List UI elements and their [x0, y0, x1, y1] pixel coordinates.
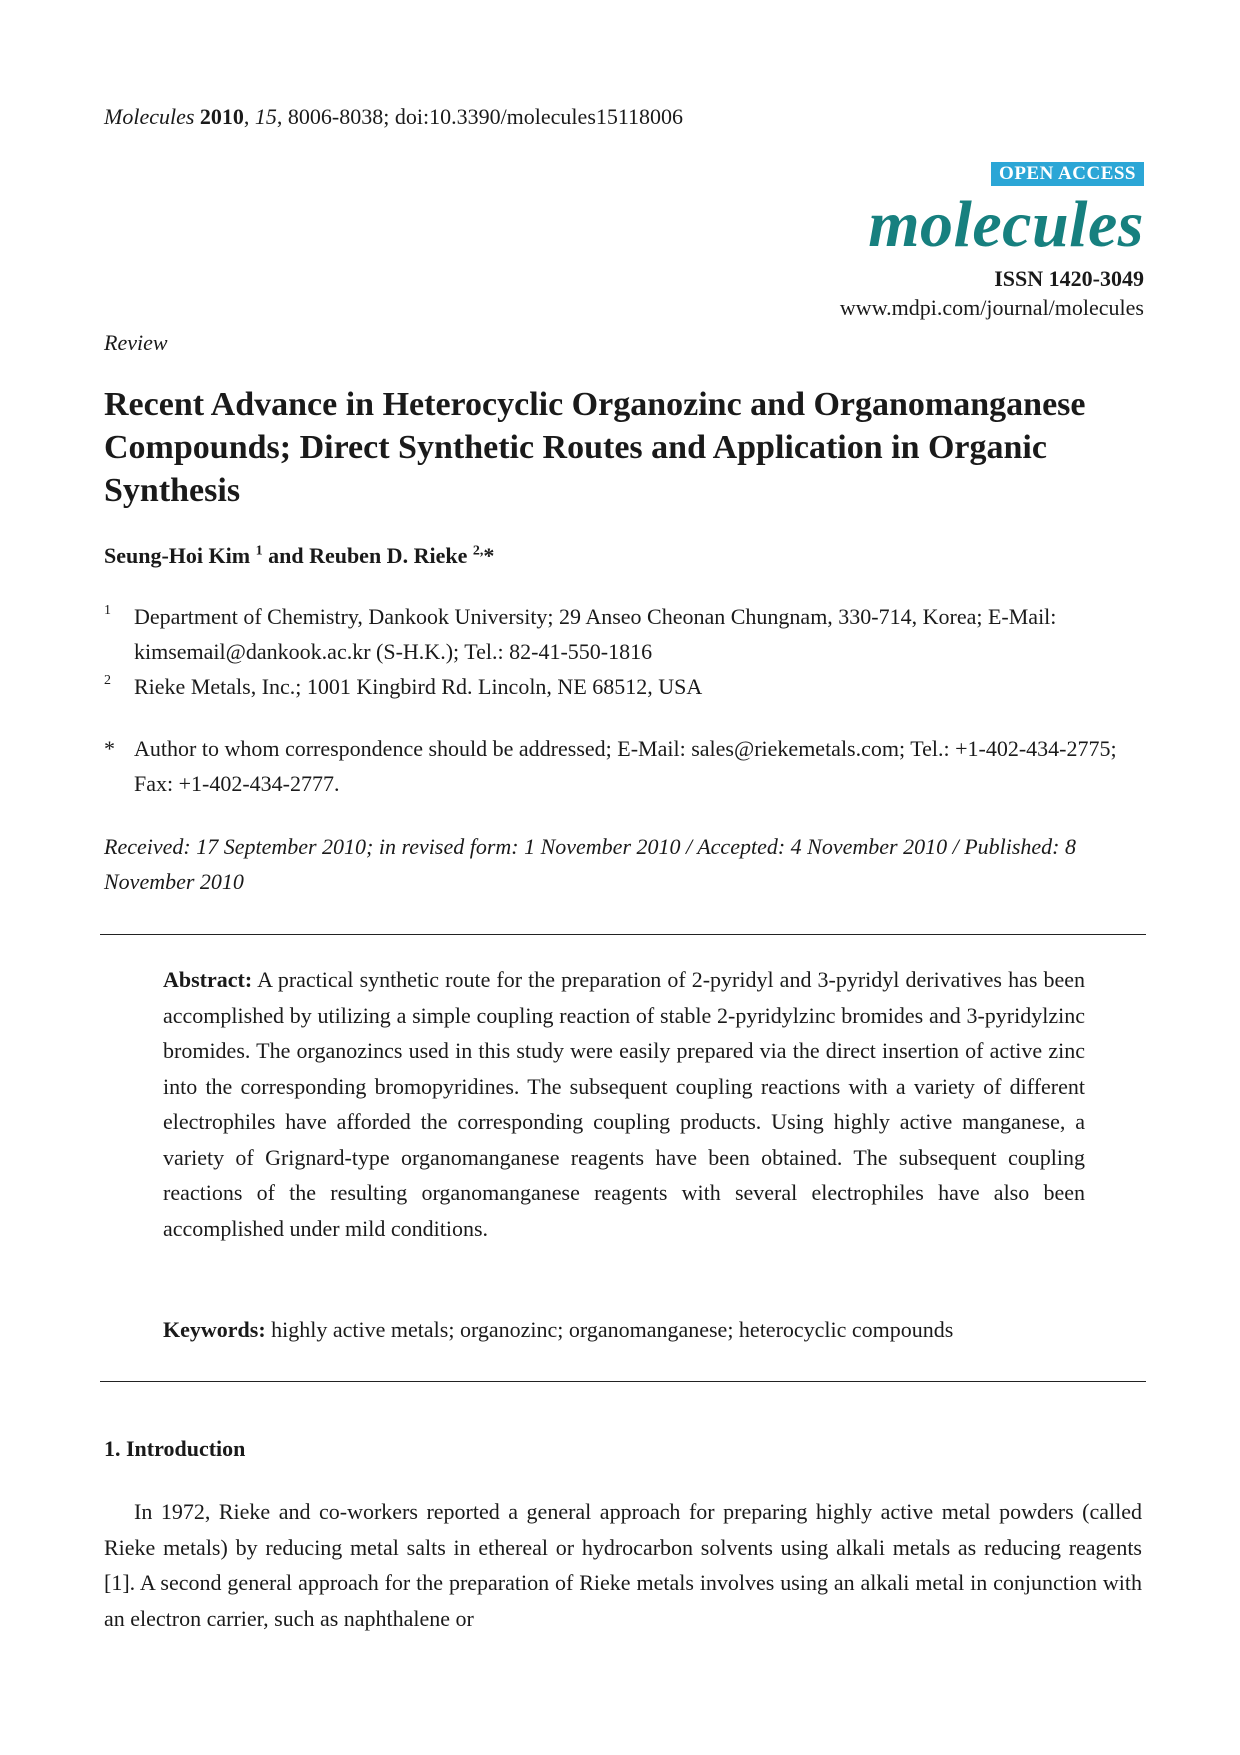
affiliation-text: Rieke Metals, Inc.; 1001 Kingbird Rd. Lincoln, NE 68512, USA: [134, 674, 703, 699]
correspondence: [104, 731, 1144, 801]
abstract-text: A practical synthetic route for the preparation of 2-pyridyl and 3-pyridyl derivatives has been accomplished by utilizing a simple coupling reaction of stable 2-pyridylzinc bromides and 3-pyridylzinc bromides. The organozincs used in this study were easily prepared via the direct insertion of active zinc into the corresponding bromopyridines. The subsequent coupling reactions with a variety of different electrophiles have afforded the corresponding coupling products. Using highly active manganese, a variety of Grignard-type organomanganese reagents have been obtained. The subsequent coupling reactions of the resulting organomanganese reagents with several electrophiles have also been accomplished under mild conditions.: [163, 967, 1085, 1241]
keywords-text: highly active metals; organozinc; organomanganese; heterocyclic compounds: [271, 1317, 954, 1342]
keywords-label: Keywords:: [163, 1317, 266, 1342]
paper-title: Recent Advance in Heterocyclic Organozinc and Organomanganese Compounds; Direct Synthetic Routes and Application in Organic Synthesis: [104, 386, 1086, 509]
citation-year: 2010: [199, 104, 244, 129]
affiliation-marker: 1: [104, 603, 111, 618]
author-list: [104, 543, 494, 569]
affiliation-marker: 1: [255, 543, 263, 559]
corresponding-marker: *: [483, 543, 495, 568]
affiliation-marker: 2,: [472, 543, 484, 559]
article-type: Review: [104, 330, 168, 355]
affiliation: [104, 599, 1144, 669]
issn: ISSN 1420-3049: [994, 266, 1144, 291]
journal-url[interactable]: www.mdpi.com/journal/molecules: [839, 295, 1144, 320]
divider: [100, 934, 1146, 935]
abstract: [163, 962, 1085, 1246]
affiliation: [104, 669, 1144, 704]
author-name: Reuben D. Rieke: [309, 543, 468, 568]
section-heading: 1. Introduction: [104, 1436, 246, 1461]
open-access-badge: OPEN ACCESS: [991, 162, 1144, 186]
abstract-label: Abstract:: [163, 967, 253, 992]
citation-journal: Molecules: [104, 104, 195, 129]
citation-pages-doi: , 8006-8038; doi:10.3390/molecules15118006: [276, 104, 684, 129]
affiliation-text: Department of Chemistry, Dankook University; 29 Anseo Cheonan Chungnam, 330-714, Korea; E-Mail: kimsemail@dankook.ac.kr (S-H.K.); Tel.: 82-41-550-1816: [134, 604, 1057, 664]
divider: [100, 1381, 1146, 1382]
author-name: Seung-Hoi Kim: [104, 543, 251, 568]
author-connector: and: [262, 543, 310, 568]
keywords: [163, 1312, 1085, 1347]
correspondence-text: Author to whom correspondence should be addressed; E-Mail: sales@riekemetals.com; Tel.: +1-402-434-2775; Fax: +1-402-434-2777.: [134, 736, 1117, 796]
citation-line: Molecules 2010, 15, 8006-8038; doi:10.3390/molecules15118006: [104, 104, 684, 129]
affiliation-marker: 2: [104, 673, 111, 688]
introduction-paragraph: In 1972, Rieke and co-workers reported a general approach for preparing highly active metal powders (called Rieke metals) by reducing metal salts in ethereal or hydrocarbon solvents using alkali metals as reducing reagents [1]. A second general approach for the preparation of Rieke metals involves using an alkali metal in conjunction with an electron carrier, such as naphthalene or: [104, 1499, 1142, 1631]
publication-dates: Received: 17 September 2010; in revised form: 1 November 2010 / Accepted: 4 November 2010 / Published: 8 November 2010: [104, 834, 1077, 894]
corresponding-marker: *: [104, 736, 115, 761]
citation-volume: 15: [254, 104, 277, 129]
journal-logo: molecules: [868, 188, 1144, 261]
